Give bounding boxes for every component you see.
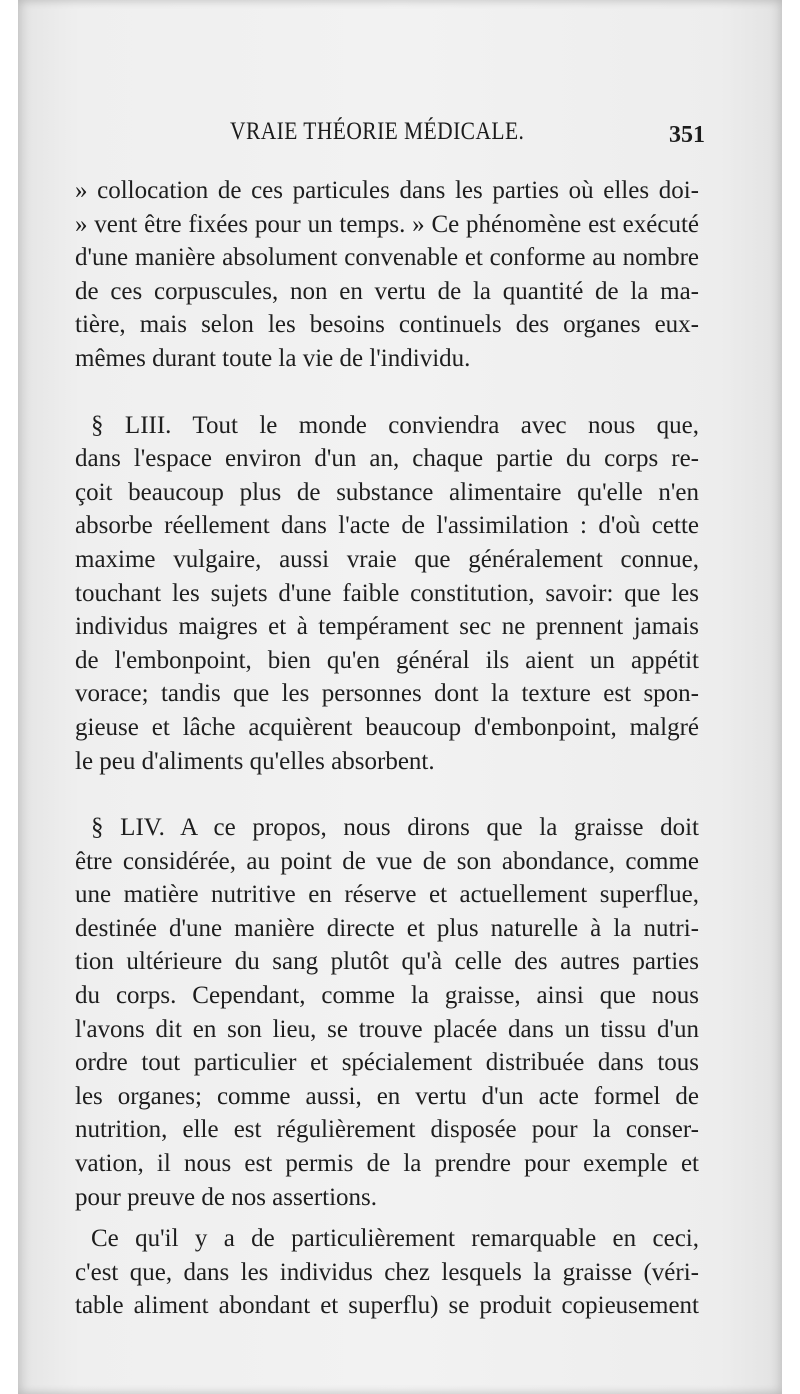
text-line: les organes; comme aussi, en vertu d'un acte formel de	[75, 1082, 699, 1110]
text-line: vation, il nous est permis de la prendre pour exemple et	[75, 1150, 699, 1178]
text-line: çoit beaucoup plus de substance alimentaire qu'elle n'en	[75, 478, 699, 506]
text-line: table aliment abondant et superflu) se produit copieusement	[75, 1292, 699, 1320]
scan-margin-right	[782, 0, 800, 1394]
text-line: § LIV. A ce propos, nous dirons que la graisse doit	[91, 814, 699, 842]
text-line: l'avons dit en son lieu, se trouve placée dans un tissu d'un	[75, 1015, 699, 1043]
text-line: pour preuve de nos assertions.	[75, 1183, 378, 1211]
text-line: gieuse et lâche acquièrent beaucoup d'embonpoint, malgré	[75, 713, 699, 741]
text-line: maxime vulgaire, aussi vraie que généralement connue,	[75, 545, 699, 573]
text-line: vorace; tandis que les personnes dont la texture est spon-	[75, 680, 699, 708]
text-line: de l'embonpoint, bien qu'en général ils aient un appétit	[75, 646, 699, 674]
scan-margin-left	[0, 0, 18, 1394]
paragraph-gap	[75, 376, 699, 409]
text-line: nutrition, elle est régulièrement disposée pour la conser-	[75, 1116, 699, 1144]
paragraph-gap	[75, 778, 699, 811]
text-line: individus maigres et à tempérament sec ne prennent jamais	[75, 613, 699, 641]
text-line: mêmes durant toute la vie de l'individu.	[75, 344, 471, 372]
paragraph-gap	[75, 1214, 699, 1222]
text-line: le peu d'aliments qu'elles absorbent.	[75, 747, 435, 775]
text-line: dans l'espace environ d'un an, chaque partie du corps re-	[75, 445, 699, 473]
page-number: 351	[669, 122, 705, 148]
text-line: tière, mais selon les besoins continuels des organes eux-	[75, 311, 699, 339]
text-line: tion ultérieure du sang plutôt qu'à celle des autres parties	[75, 948, 699, 976]
text-line: ordre tout particulier et spécialement distribuée dans tous	[75, 1049, 699, 1077]
text-line: touchant les sujets d'une faible constitution, savoir: que les	[75, 579, 699, 607]
text-line: d'une manière absolument convenable et conforme au nombre	[75, 244, 699, 272]
text-line: destinée d'une manière directe et plus naturelle à la nutri-	[75, 914, 699, 942]
text-line: § LIII. Tout le monde conviendra avec nous que,	[91, 411, 699, 439]
text-line: » collocation de ces particules dans les parties où elles doi-	[75, 177, 699, 204]
text-line: Ce qu'il y a de particulièrement remarquable en ceci,	[91, 1225, 699, 1253]
text-line: une matière nutritive en réserve et actuellement superflue,	[75, 881, 699, 909]
running-title: VRAIE THÉORIE MÉDICALE.	[230, 118, 525, 145]
body-text	[75, 174, 699, 1323]
text-line: du corps. Cependant, comme la graisse, ainsi que nous	[75, 982, 699, 1010]
text-line: absorbe réellement dans l'acte de l'assimilation : d'où cette	[75, 512, 699, 540]
text-line: être considérée, au point de vue de son abondance, comme	[75, 847, 699, 875]
text-line: de ces corpuscules, non en vertu de la quantité de la ma-	[75, 277, 699, 305]
text-line: » vent être fixées pour un temps. » Ce phénomène est exécuté	[75, 210, 699, 238]
text-line: c'est que, dans les individus chez lesquels la graisse (véri-	[75, 1258, 699, 1286]
page-header	[60, 118, 705, 154]
